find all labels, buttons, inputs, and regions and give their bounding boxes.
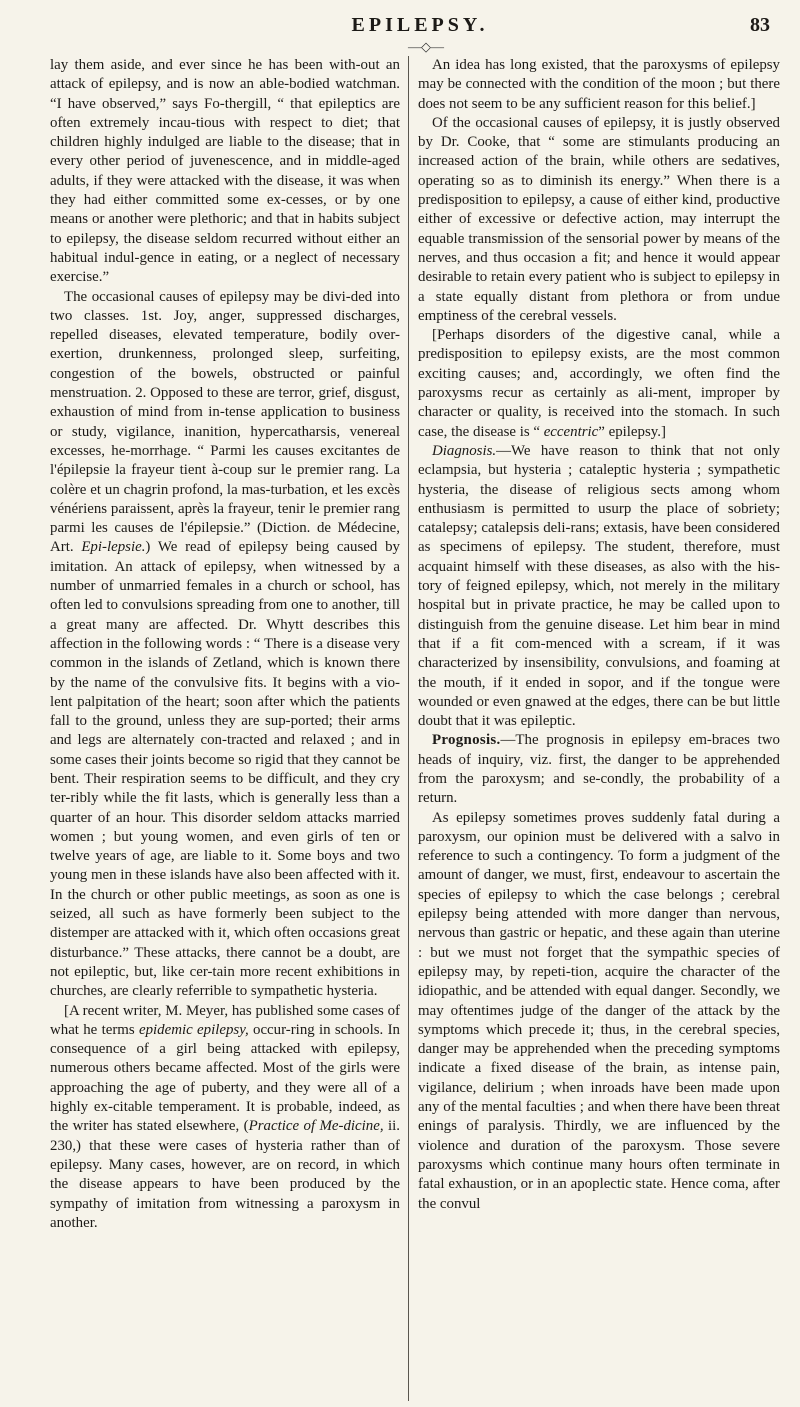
column-divider [408, 56, 409, 1401]
right-paragraph-2: Of the occasional causes of epilepsy, it is justly observed by Dr. Cooke, that “ some are stimulants producing an increased action of the brain, while others are sedatives, operating so as to diminish its energy.” When there is a predisposition to epilepsy, a cause of either kind, productive either of excessive or defective action, may interrupt the equable transmission of the sensorial power by means of the nerves, and thus occasion a fit; and hence it would appear desirable to retain every patient who is subject to epilepsy in a state equally distant from plethora or from undue emptiness of the cerebral vessels. [418, 114, 780, 324]
left-column [50, 56, 400, 1233]
right-paragraph-3 [418, 326, 780, 442]
header-ornament: —◇— [408, 39, 444, 54]
prognosis-paragraph [418, 731, 780, 808]
right-paragraph-3-text-b: ” epilepsy.] [598, 423, 666, 440]
left-paragraph-3-reference: Practice of Me-dicine, [248, 1118, 384, 1135]
right-paragraph-6: As epilepsy sometimes proves suddenly fatal during a paroxysm, our opinion must be delivered with a salvo in reference to such a contingency. To form a judgment of the amount of danger, we must, first, endeavour to ascertain the species of epilepsy to which the case belongs ; cerebral epilepsy being attended with more danger than nervous, nervous than gastric or hepatic, and these again than uterine : but we must not forget that the sympathic species of epilepsy may, by repeti-tion, acquire the character of the idiopathic, and be attended with equal danger. Secondly, we may oftentimes judge of the danger of the attack by the symptoms which precede it; thus, in the cerebral species, danger may be apprehended when the preceding symptoms indicate a fixed disease of the brain, as intense pain, vigilance, delirium ; when inroads have been made upon any of the mental faculties ; and when there have been threat enings of paralysis. Thirdly, we are influenced by the violence and duration of the paroxysm. Those severe paroxysms which continue many hours often terminate in fatal exhaustion, or in an apoplectic state. Hence coma, after the convul [418, 809, 780, 1212]
text-columns [50, 56, 792, 1401]
page-title: EPILEPSY. [351, 14, 489, 36]
left-paragraph-3-text-b: occur-ring in schools. In consequence of a girl being attacked with epilepsy, numerous others became affected. Most of the girls were approaching the age of puberty, and they were all of a highly ex-citable temperament. It is probable, indeed, as the writer has stated elsewhere, ( [50, 1021, 400, 1135]
prognosis-text: —The prognosis in epilepsy em-braces two heads of inquiry, viz. first, the danger to be apprehended from the paroxysm; and se-condly, the probability of a return. [418, 732, 780, 807]
diagnosis-text: —We have reason to think that not only eclampsia, but hysteria ; cataleptic hysteria ; sympathetic hysteria, the disease of religious sects among whom enthusiasm is permitted to usurp the place of sobriety; catalepsy; catalepsis deli-rans; extasis, have been considered as specimens of epilepsy. The student, therefore, must acquaint himself with these diseases, as also with the his-tory of feigned epilepsy, which, not merely in the military hospital but in private practice, he may be called upon to distinguish from the genuine disease. Let him bear in mind that if a fit com-menced with a scream, if it was characterized by insensibility, convulsions, and foaming at the mouth, if it ended in sopor, and if the tongue were wounded or even gnawed at the edges, there can be but little doubt that it was epileptic. [418, 442, 780, 730]
right-column [418, 56, 780, 1214]
left-paragraph-3-term: epidemic epilepsy, [138, 1021, 249, 1038]
left-paragraph-2-text-a: The occasional causes of epilepsy may be divi-ded into two classes. 1st. Joy, anger, suppressed discharges, repelled diseases, elevated temperature, bodily over-exertion, drunkenness, prolonged sleep, surfeiting, congestion of the bowels, obstructed or painful menstruation. 2. Opposed to these are terror, grief, disgust, exhaustion of mind from in-tense application to business or study, vigilance, inanition, hypercatharsis, venereal excesses, he-morrhage. “ Parmi les causes excitantes de l'épilepsie la frayeur tient à-coup sur le premier rang. La colère et un chagrin profond, la mas-turbation, et les excès vénériens paraissent, après la frayeur, tenir le premier rang parmi les causes de l'épilepsie.” (Diction. de Médecine, Art. [50, 288, 400, 556]
left-paragraph-2 [50, 288, 400, 1002]
diagnosis-paragraph [418, 442, 780, 731]
left-paragraph-2-reference: Epi-lepsie. [81, 539, 146, 556]
right-paragraph-3-text-a: [Perhaps disorders of the digestive canal, while a predisposition to epilepsy exists, are the most common exciting causes; and, accordingly, we often find the paroxysms recur as certainly as ali-ment, improper by character or quality, is received into the stomach. In such case, the disease is “ [418, 327, 780, 440]
left-paragraph-3-text-c: ii. 230,) that these were cases of hysteria rather than of epilepsy. Many cases, however, are on record, in which the disease appears to have been produced by the sympathy of imitation from witnessing a paroxysm in another. [50, 1118, 400, 1231]
left-paragraph-1: lay them aside, and ever since he has been with-out an attack of epilepsy, and is now an able-bodied watchman. “I have observed,” says Fo-thergill, “ that epileptics are often extremely incau-tious with respect to diet; that children highly indulged are liable to the disease; that in every other period of juvenescence, and in middle-aged adults, if they were attacked with the disease, it was when they had either committed some ex-cesses, or by one means or another were plethoric; and that in habits subject to epilepsy, the disease seldom recurred without either an habitual indul-gence in eating, or a neglect of necessary exercise.” [50, 57, 400, 286]
left-paragraph-3-text-a: [A recent writer, M. Meyer, has published some cases of what he terms [50, 1002, 400, 1038]
prognosis-heading: Prognosis. [432, 732, 501, 749]
page-number: 83 [750, 14, 770, 36]
right-paragraph-3-term: eccentric [543, 423, 599, 440]
running-head [0, 8, 800, 54]
left-paragraph-3 [50, 1002, 400, 1234]
left-paragraph-2-text-b: ) We read of epilepsy being caused by imitation. An attack of epilepsy, when witnessed by a number of unmarried females in a church or school, has often led to convulsions spreading from one to another, till a great many are affected. Dr. Whytt describes this affection in the following words : “ There is a disease very common in the islands of Zetland, which is known there by the name of the convulsive fits. It begins with a vio-lent palpitation of the heart; soon after which the patients fall to the ground, unless they are sup-ported; their arms and legs are alternately con-tracted and relaxed ; and in some cases their joints become so rigid that they cannot be bent. Their respiration seems to be difficult, and they cry ter-ribly while the fit lasts, which is generally less than a quarter of an hour. This disorder seldom attacks married women ; but young women, and even girls of ten or twelve years of age, are liable to it. Some boys and two young men in these islands have also been affected with it. In the church or other public meetings, as soon as one is seized, all such as have formerly been subject to the distemper are attacked with it, which often occasions great disturbance.” These attacks, there cannot be a doubt, are not epileptic, but, like cer-tain more recent exhibitions in churches, are clearly referrible to sympathetic hysteria. [50, 539, 400, 1000]
right-paragraph-1: An idea has long existed, that the paroxysms of epilepsy may be connected with the condition of the moon ; but there does not seem to be any sufficient reason for this belief.] [418, 57, 780, 112]
diagnosis-heading: Diagnosis. [432, 442, 497, 459]
